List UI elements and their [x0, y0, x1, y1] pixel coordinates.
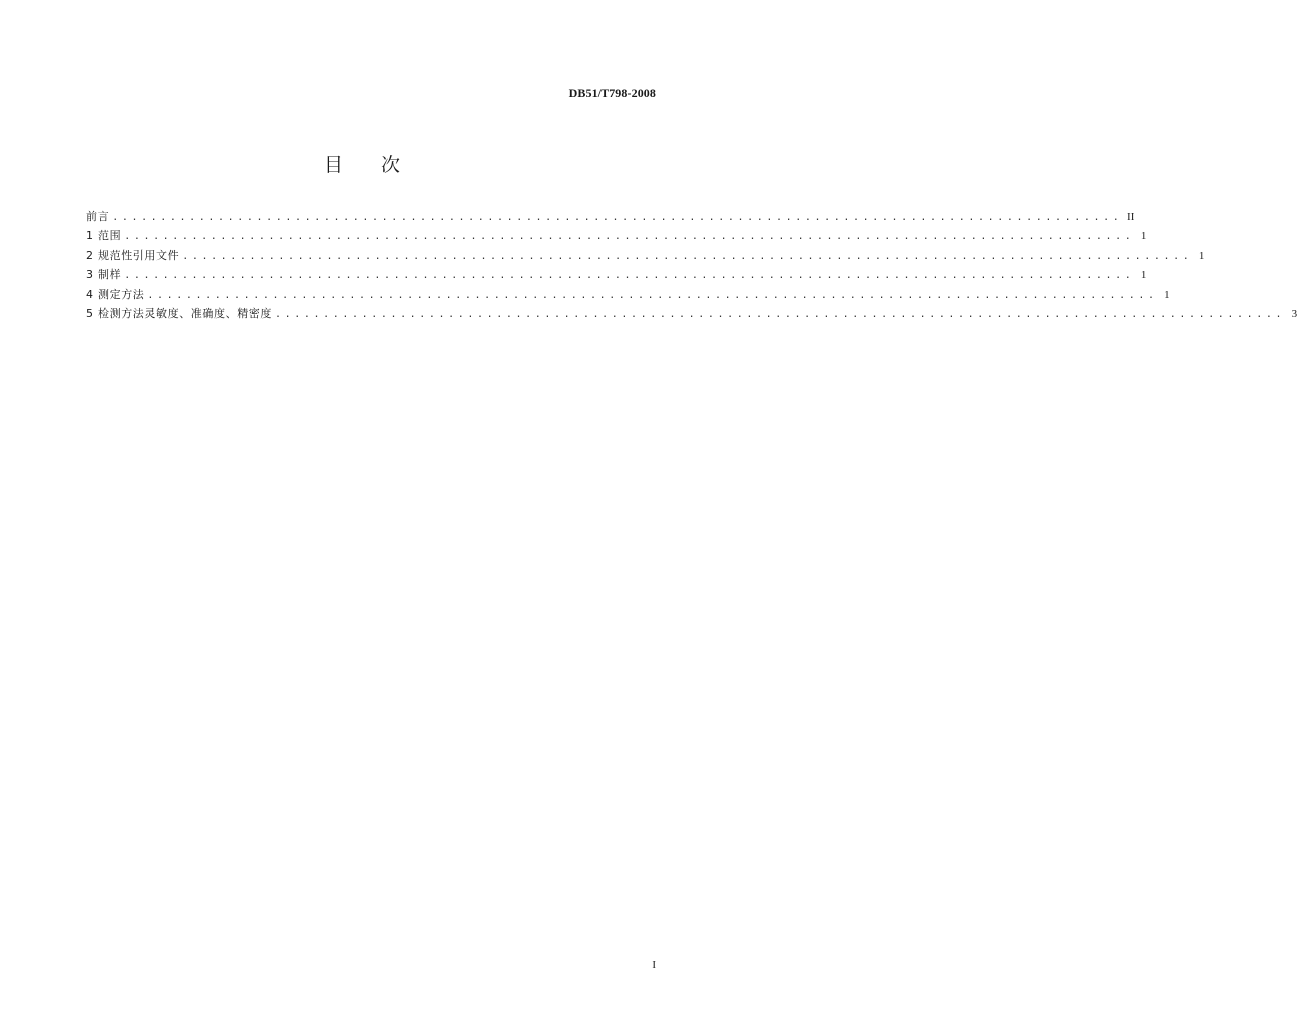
toc-entry-page: 1 [1140, 230, 1147, 243]
toc-entry-scope[interactable] [86, 227, 1147, 246]
toc-entry-test-method[interactable] [86, 286, 1170, 305]
toc-entry-method-sensitivity[interactable] [86, 305, 1297, 324]
toc-leader-dots: ......................................................................................................... [182, 250, 1193, 262]
toc-entry-page: II [1127, 211, 1135, 223]
toc-entry-page: 1 [1140, 269, 1147, 282]
toc-title-char-1: 目 [323, 154, 343, 176]
toc-entry-sample-preparation[interactable] [86, 266, 1147, 285]
toc-title [0, 150, 724, 177]
toc-leader-dots: ......................................................................................................... [147, 289, 1158, 301]
toc-entry-label: 范围 [98, 229, 122, 243]
toc-entry-number: 3 [86, 268, 93, 282]
toc-leader-dots: ......................................................................................................... [112, 212, 1123, 223]
toc-entry-label: 检测方法灵敏度、准确度、精密度 [98, 306, 272, 320]
toc-entry-page: 3 [1291, 307, 1297, 320]
toc-entry-label: 测定方法 [98, 287, 145, 301]
page-number: I [652, 959, 656, 971]
toc-entry-label: 规范性引用文件 [98, 248, 180, 262]
table-of-contents [86, 208, 1297, 324]
toc-entry-number: 4 [86, 287, 93, 301]
toc-entry-normative-references[interactable] [86, 247, 1205, 266]
toc-leader-dots: ......................................................................................................... [124, 270, 1135, 282]
toc-leader-dots: ......................................................................................................... [275, 308, 1286, 320]
toc-entry-number: 2 [86, 248, 93, 262]
toc-leader-dots: ......................................................................................................... [124, 231, 1135, 243]
toc-entry-foreword[interactable] [86, 208, 1135, 227]
toc-entry-page: 1 [1164, 288, 1170, 301]
toc-entry-page: 1 [1198, 249, 1205, 262]
toc-title-char-2: 次 [381, 154, 401, 176]
toc-entry-label: 制样 [98, 268, 122, 282]
toc-entry-label: 前言 [86, 210, 110, 223]
toc-entry-number: 5 [86, 306, 93, 320]
toc-entry-number: 1 [86, 229, 93, 243]
document-code: DB51/T798-2008 [568, 86, 656, 100]
